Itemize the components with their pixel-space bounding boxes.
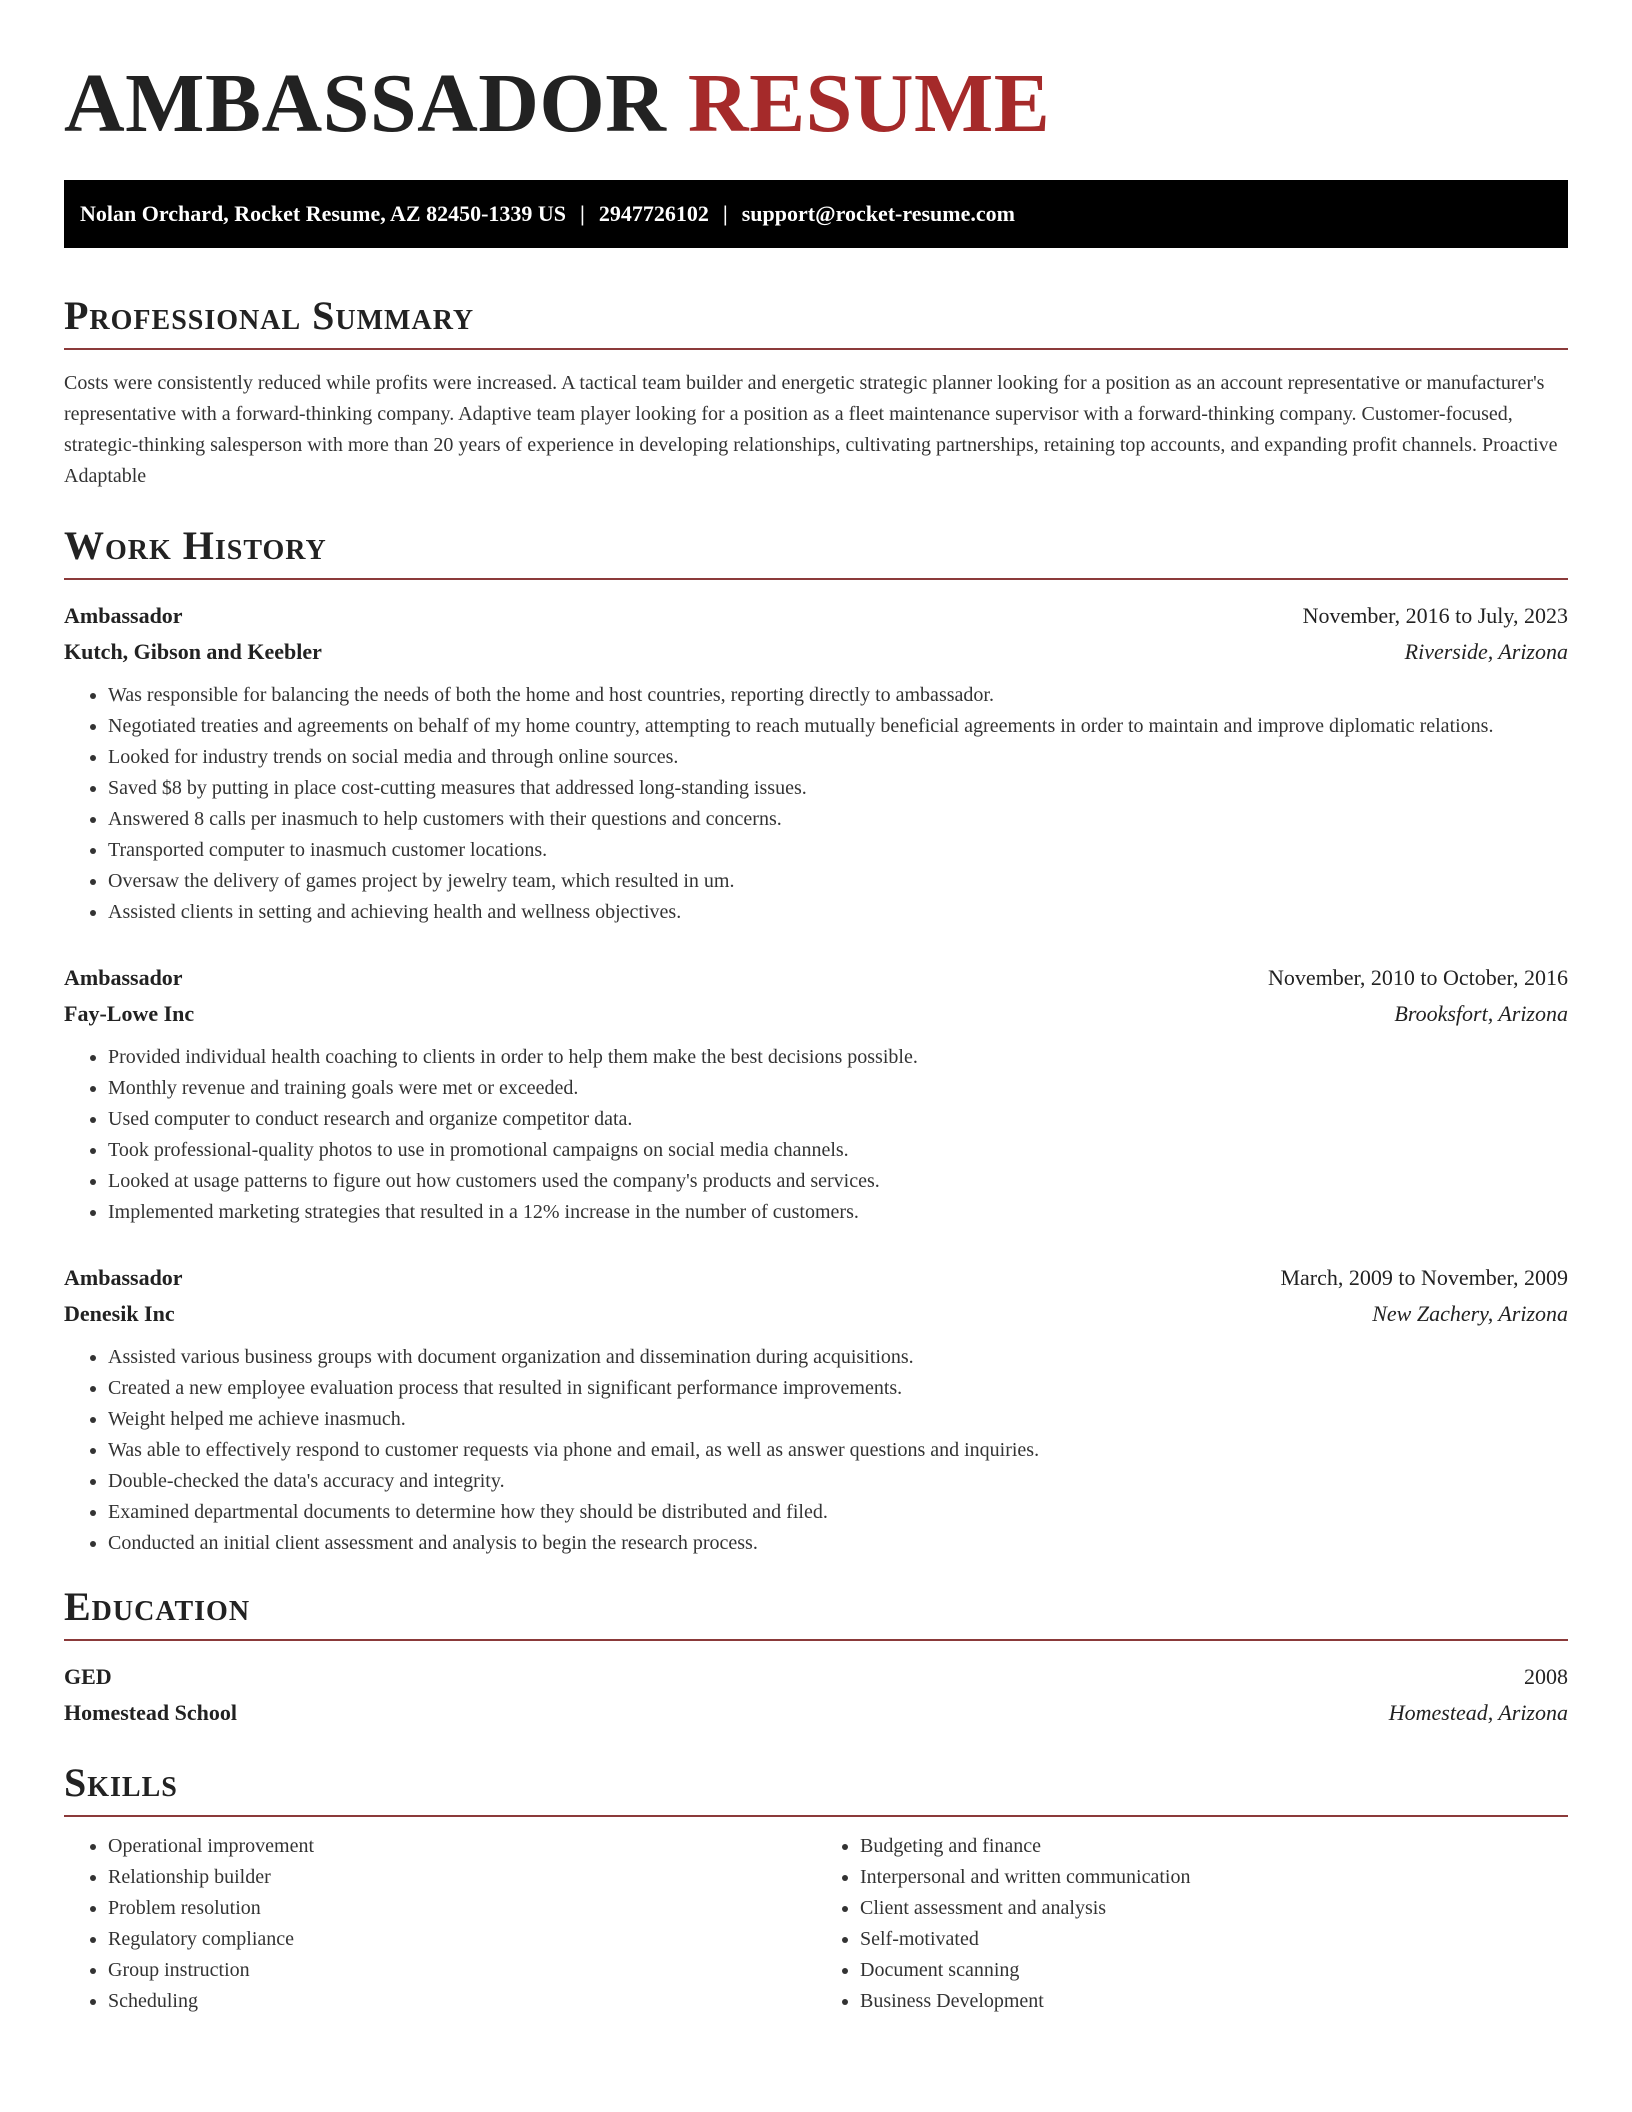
education-degree: GED bbox=[64, 1664, 112, 1689]
job-header bbox=[64, 960, 1568, 996]
education-year: 2008 bbox=[1524, 1664, 1568, 1689]
job-bullets bbox=[64, 680, 1568, 928]
summary-section bbox=[64, 292, 1568, 492]
job-entry bbox=[64, 598, 1568, 928]
skills-list-right bbox=[816, 1831, 1568, 2017]
job-bullets bbox=[64, 1342, 1568, 1559]
list-item: • Assisted various business groups with document organization and dissemination during acquisitions. bbox=[108, 1342, 1568, 1373]
job-company: Kutch, Gibson and Keebler bbox=[64, 639, 322, 664]
list-item: • Conducted an initial client assessment and analysis to begin the research process. bbox=[108, 1528, 1568, 1559]
list-item: • Weight helped me achieve inasmuch. bbox=[108, 1404, 1568, 1435]
education-school: Homestead School bbox=[64, 1700, 237, 1725]
list-item: • Group instruction bbox=[108, 1955, 816, 1986]
job-title: Ambassador bbox=[64, 965, 183, 990]
job-header bbox=[64, 1260, 1568, 1296]
list-item: • Was responsible for balancing the needs of both the home and host countries, reporting directly to ambassador. bbox=[108, 680, 1568, 711]
list-item: • Problem resolution bbox=[108, 1893, 816, 1924]
education-entry bbox=[64, 1659, 1568, 1731]
job-title: Ambassador bbox=[64, 603, 183, 628]
job-company-row bbox=[64, 634, 1568, 670]
contact-separator: | bbox=[722, 201, 728, 226]
job-location: Brooksfort, Arizona bbox=[1394, 1001, 1568, 1026]
job-entry bbox=[64, 1260, 1568, 1559]
job-location: Riverside, Arizona bbox=[1404, 639, 1568, 664]
list-item: • Business Development bbox=[860, 1986, 1568, 2017]
list-item: • Client assessment and analysis bbox=[860, 1893, 1568, 1924]
list-item: • Looked at usage patterns to figure out how customers used the company's products and services. bbox=[108, 1166, 1568, 1197]
title-accent: RESUME bbox=[687, 57, 1051, 150]
section-divider bbox=[64, 1639, 1568, 1641]
work-history-heading: Work History bbox=[64, 523, 327, 568]
list-item: • Operational improvement bbox=[108, 1831, 816, 1862]
work-history-section bbox=[64, 522, 1568, 1559]
list-item: • Transported computer to inasmuch customer locations. bbox=[108, 835, 1568, 866]
section-divider bbox=[64, 578, 1568, 580]
skills-section bbox=[64, 1759, 1568, 2017]
list-item: • Looked for industry trends on social media and through online sources. bbox=[108, 742, 1568, 773]
list-item: • Budgeting and finance bbox=[860, 1831, 1568, 1862]
contact-email: support@rocket-resume.com bbox=[741, 201, 1015, 226]
list-item: • Interpersonal and written communication bbox=[860, 1862, 1568, 1893]
list-item: • Took professional-quality photos to use in promotional campaigns on social media channels. bbox=[108, 1135, 1568, 1166]
resume-title bbox=[64, 0, 1568, 152]
list-item: • Saved $8 by putting in place cost-cutting measures that addressed long-standing issues. bbox=[108, 773, 1568, 804]
list-item: • Document scanning bbox=[860, 1955, 1568, 1986]
skills-columns bbox=[64, 1831, 1568, 2017]
list-item: • Scheduling bbox=[108, 1986, 816, 2017]
job-company: Denesik Inc bbox=[64, 1301, 175, 1326]
list-item: • Negotiated treaties and agreements on behalf of my home country, attempting to reach mutually beneficial agreements in order to maintain and improve diplomatic relations. bbox=[108, 711, 1568, 742]
job-company-row bbox=[64, 996, 1568, 1032]
list-item: • Answered 8 calls per inasmuch to help customers with their questions and concerns. bbox=[108, 804, 1568, 835]
list-item: • Was able to effectively respond to customer requests via phone and email, as well as answer questions and inquiries. bbox=[108, 1435, 1568, 1466]
title-main: AMBASSADOR bbox=[64, 57, 667, 150]
job-header bbox=[64, 598, 1568, 634]
list-item: • Oversaw the delivery of games project by jewelry team, which resulted in um. bbox=[108, 866, 1568, 897]
summary-heading: Professional Summary bbox=[64, 293, 475, 338]
contact-bar bbox=[64, 180, 1568, 248]
list-item: • Self-motivated bbox=[860, 1924, 1568, 1955]
job-title: Ambassador bbox=[64, 1265, 183, 1290]
education-school-row bbox=[64, 1695, 1568, 1731]
skills-heading: Skills bbox=[64, 1760, 178, 1805]
section-divider bbox=[64, 348, 1568, 350]
job-company-row bbox=[64, 1296, 1568, 1332]
education-heading: Education bbox=[64, 1584, 251, 1629]
list-item: • Regulatory compliance bbox=[108, 1924, 816, 1955]
skills-list-left bbox=[64, 1831, 816, 2017]
education-header bbox=[64, 1659, 1568, 1695]
education-section bbox=[64, 1583, 1568, 1731]
list-item: • Assisted clients in setting and achieving health and wellness objectives. bbox=[108, 897, 1568, 928]
list-item: • Created a new employee evaluation process that resulted in significant performance improvements. bbox=[108, 1373, 1568, 1404]
list-item: • Relationship builder bbox=[108, 1862, 816, 1893]
education-location: Homestead, Arizona bbox=[1388, 1700, 1568, 1725]
contact-separator: | bbox=[580, 201, 585, 226]
contact-phone: 2947726102 bbox=[598, 201, 709, 226]
list-item: • Used computer to conduct research and organize competitor data. bbox=[108, 1104, 1568, 1135]
job-entry bbox=[64, 960, 1568, 1228]
list-item: • Monthly revenue and training goals were met or exceeded. bbox=[108, 1073, 1568, 1104]
job-dates: March, 2009 to November, 2009 bbox=[1280, 1265, 1568, 1290]
contact-address: Nolan Orchard, Rocket Resume, AZ 82450-1339 US bbox=[80, 201, 567, 226]
job-location: New Zachery, Arizona bbox=[1372, 1301, 1568, 1326]
job-dates: November, 2010 to October, 2016 bbox=[1267, 965, 1568, 990]
job-bullets bbox=[64, 1042, 1568, 1228]
list-item: • Provided individual health coaching to clients in order to help them make the best decisions possible. bbox=[108, 1042, 1568, 1073]
list-item: • Examined departmental documents to determine how they should be distributed and filed. bbox=[108, 1497, 1568, 1528]
job-company: Fay-Lowe Inc bbox=[64, 1001, 195, 1026]
list-item: • Implemented marketing strategies that resulted in a 12% increase in the number of customers. bbox=[108, 1197, 1568, 1228]
list-item: • Double-checked the data's accuracy and integrity. bbox=[108, 1466, 1568, 1497]
section-divider bbox=[64, 1815, 1568, 1817]
job-dates: November, 2016 to July, 2023 bbox=[1302, 603, 1568, 628]
summary-text: Costs were consistently reduced while profits were increased. A tactical team builder and energetic strategic planner looking for a position as an account representative or manufacturer's representative with a forward-thinking company. Adaptive team player looking for a position as a fleet maintenance supervisor with a forward-thinking company. Customer-focused, strategic-thinking salesperson with more than 20 years of experience in developing relationships, cultivating partnerships, retaining top accounts, and expanding profit channels. Proactive Adaptable bbox=[64, 372, 1558, 487]
